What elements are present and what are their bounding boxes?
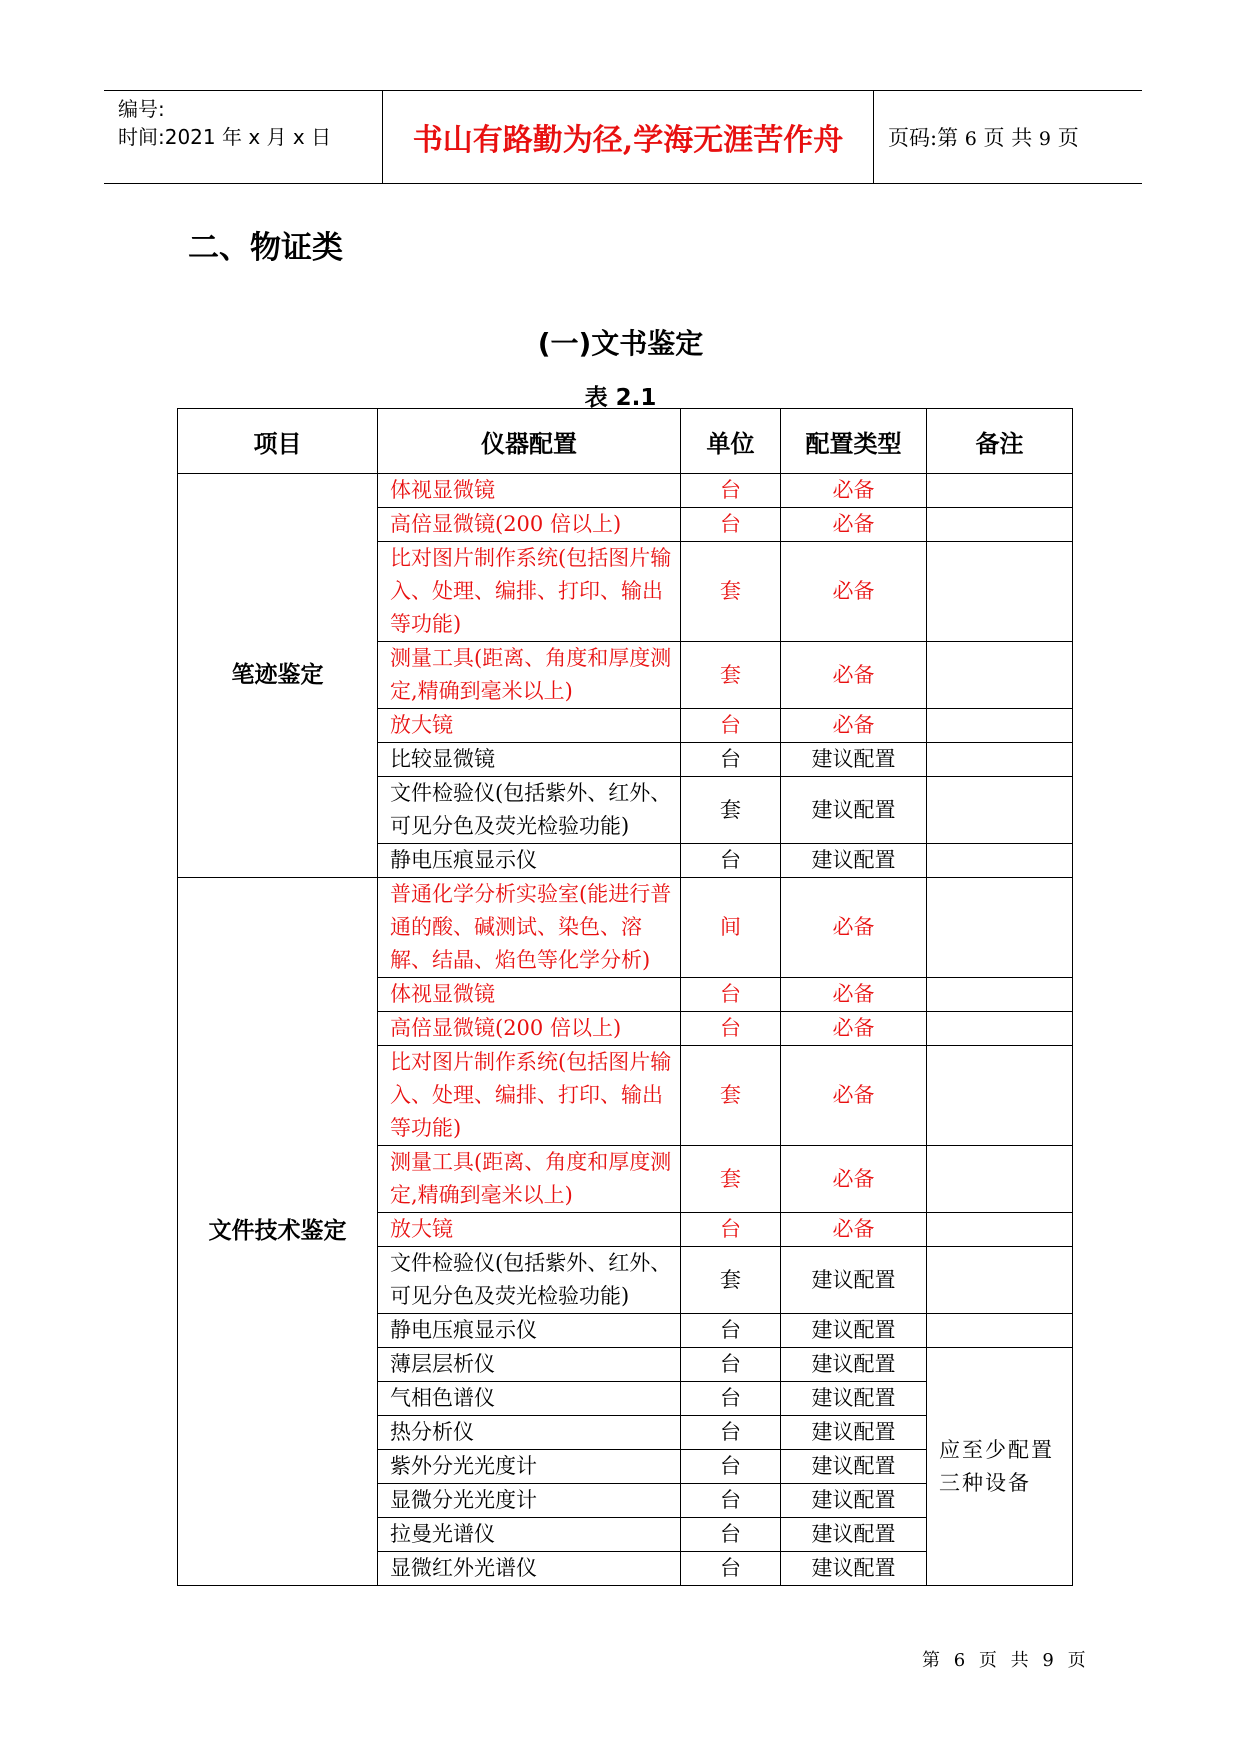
instrument-cell: 热分析仪 — [378, 1416, 681, 1450]
note-cell-empty — [927, 743, 1073, 777]
note-cell-empty — [927, 474, 1073, 508]
unit-cell: 台 — [681, 474, 781, 508]
unit-cell: 台 — [681, 1552, 781, 1586]
header-page-number — [874, 91, 1143, 184]
config-type-cell: 建议配置 — [781, 1382, 927, 1416]
instrument-cell: 静电压痕显示仪 — [378, 844, 681, 878]
unit-cell: 台 — [681, 709, 781, 743]
instrument-cell: 比对图片制作系统(包括图片输入、处理、编排、打印、输出等功能) — [378, 542, 681, 642]
unit-cell: 台 — [681, 978, 781, 1012]
unit-cell: 台 — [681, 1416, 781, 1450]
instrument-cell: 显微红外光谱仪 — [378, 1552, 681, 1586]
config-type-cell: 必备 — [781, 1046, 927, 1146]
config-type-cell: 建议配置 — [781, 1348, 927, 1382]
note-cell-empty — [927, 508, 1073, 542]
config-type-cell: 必备 — [781, 542, 927, 642]
footer-suffix: 页 — [1067, 1650, 1090, 1671]
header-project: 项目 — [178, 409, 378, 474]
unit-cell: 套 — [681, 542, 781, 642]
header-instrument: 仪器配置 — [378, 409, 681, 474]
instrument-cell: 放大镜 — [378, 1213, 681, 1247]
equipment-table — [177, 408, 1073, 1586]
config-type-cell: 建议配置 — [781, 1314, 927, 1348]
instrument-cell: 普通化学分析实验室(能进行普通的酸、碱测试、染色、溶解、结晶、焰色等化学分析) — [378, 878, 681, 978]
instrument-cell: 文件检验仪(包括紫外、红外、可见分色及荧光检验功能) — [378, 1247, 681, 1314]
instrument-cell: 紫外分光光度计 — [378, 1450, 681, 1484]
config-type-cell: 必备 — [781, 1213, 927, 1247]
table-caption: 表 2.1 — [584, 385, 657, 411]
table-row — [178, 878, 1073, 978]
instrument-cell: 文件检验仪(包括紫外、红外、可见分色及荧光检验功能) — [378, 777, 681, 844]
config-type-cell: 建议配置 — [781, 844, 927, 878]
unit-cell: 台 — [681, 1518, 781, 1552]
config-type-cell: 建议配置 — [781, 777, 927, 844]
page-label-suffix: 页 — [1057, 126, 1079, 150]
config-type-cell: 必备 — [781, 474, 927, 508]
unit-cell: 台 — [681, 844, 781, 878]
unit-cell: 台 — [681, 743, 781, 777]
table-row — [178, 474, 1073, 508]
instrument-cell: 体视显微镜 — [378, 474, 681, 508]
section-title: 二、物证类 — [188, 230, 343, 266]
project-cell: 笔迹鉴定 — [178, 474, 378, 878]
instrument-cell: 比较显微镜 — [378, 743, 681, 777]
note-cell-empty — [927, 542, 1073, 642]
note-cell-empty — [927, 1247, 1073, 1314]
unit-cell: 套 — [681, 642, 781, 709]
config-type-cell: 必备 — [781, 1012, 927, 1046]
config-type-cell: 必备 — [781, 508, 927, 542]
unit-cell: 套 — [681, 1247, 781, 1314]
instrument-cell: 气相色谱仪 — [378, 1382, 681, 1416]
config-type-cell: 必备 — [781, 642, 927, 709]
page-label-mid: 页 共 — [983, 126, 1033, 150]
instrument-cell: 测量工具(距离、角度和厚度测定,精确到毫米以上) — [378, 1146, 681, 1213]
unit-cell: 台 — [681, 1348, 781, 1382]
footer-prefix: 第 — [922, 1650, 944, 1671]
config-type-cell: 建议配置 — [781, 1552, 927, 1586]
unit-cell: 台 — [681, 1382, 781, 1416]
note-cell-empty — [927, 1213, 1073, 1247]
unit-cell: 台 — [681, 508, 781, 542]
instrument-cell: 测量工具(距离、角度和厚度测定,精确到毫米以上) — [378, 642, 681, 709]
unit-cell: 套 — [681, 1146, 781, 1213]
unit-cell: 台 — [681, 1213, 781, 1247]
instrument-cell: 放大镜 — [378, 709, 681, 743]
unit-cell: 台 — [681, 1484, 781, 1518]
serial-label: 编号: — [118, 97, 165, 121]
unit-cell: 套 — [681, 777, 781, 844]
page-footer — [922, 1646, 1090, 1672]
project-cell: 文件技术鉴定 — [178, 878, 378, 1586]
unit-cell: 台 — [681, 1450, 781, 1484]
time-label: 时间:2021 年 x 月 x 日 — [118, 125, 332, 149]
page-total: 9 — [1038, 128, 1052, 150]
instrument-cell: 体视显微镜 — [378, 978, 681, 1012]
config-type-cell: 建议配置 — [781, 743, 927, 777]
instrument-cell: 显微分光光度计 — [378, 1484, 681, 1518]
table-header-row — [178, 409, 1073, 474]
note-cell-empty — [927, 777, 1073, 844]
table-body — [178, 474, 1073, 1586]
page-label-prefix: 页码:第 — [888, 126, 959, 150]
unit-cell: 套 — [681, 1046, 781, 1146]
unit-cell: 台 — [681, 1012, 781, 1046]
footer-current: 6 — [953, 1650, 970, 1671]
header-unit: 单位 — [681, 409, 781, 474]
unit-cell: 台 — [681, 1314, 781, 1348]
instrument-cell: 高倍显微镜(200 倍以上) — [378, 1012, 681, 1046]
instrument-cell: 拉曼光谱仪 — [378, 1518, 681, 1552]
config-type-cell: 必备 — [781, 878, 927, 978]
note-cell-empty — [927, 878, 1073, 978]
note-cell-empty — [927, 1314, 1073, 1348]
header-motto: 书山有路勤为径,学海无涯苦作舟 — [383, 91, 874, 184]
note-cell-empty — [927, 1012, 1073, 1046]
header-config-type: 配置类型 — [781, 409, 927, 474]
config-type-cell: 必备 — [781, 978, 927, 1012]
instrument-cell: 静电压痕显示仪 — [378, 1314, 681, 1348]
note-cell-empty — [927, 844, 1073, 878]
note-cell: 应至少配置三种设备 — [927, 1348, 1073, 1586]
note-cell-empty — [927, 1046, 1073, 1146]
instrument-cell: 比对图片制作系统(包括图片输入、处理、编排、打印、输出等功能) — [378, 1046, 681, 1146]
footer-mid: 页 共 — [978, 1650, 1033, 1671]
page-current: 6 — [964, 128, 977, 150]
config-type-cell: 建议配置 — [781, 1484, 927, 1518]
note-cell-empty — [927, 978, 1073, 1012]
instrument-cell: 高倍显微镜(200 倍以上) — [378, 508, 681, 542]
header-meta — [104, 91, 383, 184]
config-type-cell: 必备 — [781, 1146, 927, 1213]
header-note: 备注 — [927, 409, 1073, 474]
unit-cell: 间 — [681, 878, 781, 978]
config-type-cell: 建议配置 — [781, 1247, 927, 1314]
footer-total: 9 — [1042, 1650, 1058, 1671]
config-type-cell: 建议配置 — [781, 1450, 927, 1484]
instrument-cell: 薄层层析仪 — [378, 1348, 681, 1382]
page-header — [104, 90, 1142, 184]
note-cell-empty — [927, 709, 1073, 743]
config-type-cell: 建议配置 — [781, 1416, 927, 1450]
sub-title: (一)文书鉴定 — [537, 327, 704, 360]
note-cell-empty — [927, 642, 1073, 709]
config-type-cell: 必备 — [781, 709, 927, 743]
config-type-cell: 建议配置 — [781, 1518, 927, 1552]
note-cell-empty — [927, 1146, 1073, 1213]
